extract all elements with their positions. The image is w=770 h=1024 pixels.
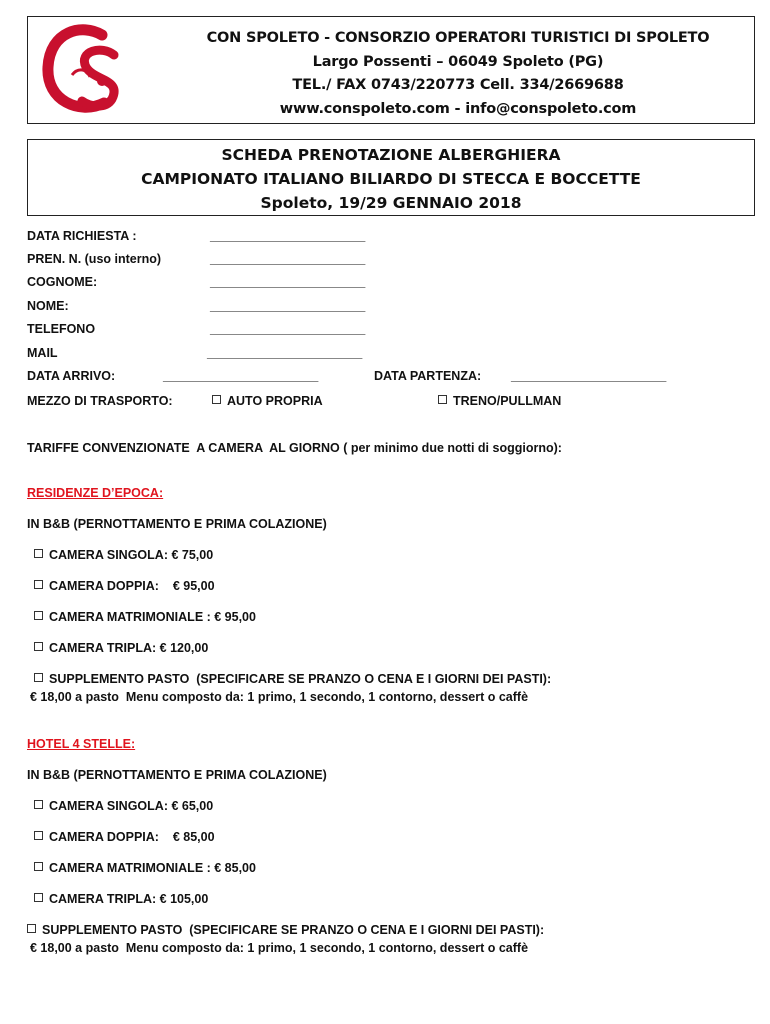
residenze-supplemento-label: SUPPLEMENTO PASTO (SPECIFICARE SE PRANZO O CENA E I GIORNI DEI PASTI): (49, 672, 552, 686)
hotel-menu: € 18,00 a pasto Menu composto da: 1 primo, 1 secondo, 1 contorno, dessert o caffè (30, 941, 529, 955)
hotel-doppia[interactable] (34, 830, 215, 844)
form-title-box (27, 139, 755, 216)
header-line-4: www.conspoleto.com - info@conspoleto.com (279, 100, 637, 117)
residenze-tripla-label: CAMERA TRIPLA: € 120,00 (49, 641, 209, 655)
hotel-matrimoniale[interactable] (34, 861, 256, 875)
header-line-2: Largo Possenti – 06049 Spoleto (PG) (312, 53, 604, 70)
checkbox-icon[interactable] (34, 549, 43, 558)
nome-label: NOME: (27, 299, 69, 313)
checkbox-icon[interactable] (34, 893, 43, 902)
residenze-heading: RESIDENZE D’EPOCA: (27, 486, 164, 500)
checkbox-icon[interactable] (34, 831, 43, 840)
pren-n-field[interactable]: ________________________ (210, 252, 365, 266)
auto-option[interactable] (212, 394, 323, 408)
nome-field[interactable]: ________________________ (210, 299, 365, 313)
data-arrivo-field[interactable]: ________________________ (163, 369, 318, 383)
residenze-tripla[interactable] (34, 641, 208, 655)
residenze-doppia-label: CAMERA DOPPIA: € 95,00 (49, 579, 215, 593)
letterhead (27, 16, 755, 124)
tariffe-intro: TARIFFE CONVENZIONATE A CAMERA AL GIORNO ( per minimo due notti di soggiorno): (27, 441, 562, 455)
residenze-matrimoniale[interactable] (34, 610, 256, 624)
residenze-singola[interactable] (34, 548, 213, 562)
data-richiesta-label: DATA RICHIESTA : (27, 229, 137, 243)
hotel-bb: IN B&B (PERNOTTAMENTO E PRIMA COLAZIONE) (27, 768, 327, 782)
data-richiesta-field[interactable]: ________________________ (210, 229, 365, 243)
residenze-doppia[interactable] (34, 579, 215, 593)
residenze-bb: IN B&B (PERNOTTAMENTO E PRIMA COLAZIONE) (27, 517, 327, 531)
header-line-1: CON SPOLETO - CONSORZIO OPERATORI TURISTICI DI SPOLETO (206, 30, 710, 46)
cognome-label: COGNOME: (27, 275, 98, 289)
checkbox-icon[interactable] (34, 862, 43, 871)
mezzo-label: MEZZO DI TRASPORTO: (27, 394, 173, 408)
hotel-singola[interactable] (34, 799, 213, 813)
form-dates: Spoleto, 19/29 GENNAIO 2018 (260, 194, 522, 212)
letterhead-text (158, 27, 758, 121)
hotel-doppia-label: CAMERA DOPPIA: € 85,00 (49, 830, 215, 844)
data-partenza-label: DATA PARTENZA: (374, 369, 482, 383)
checkbox-icon[interactable] (212, 395, 221, 404)
checkbox-icon[interactable] (34, 642, 43, 651)
cognome-field[interactable]: ________________________ (210, 275, 365, 289)
treno-option[interactable] (438, 394, 561, 408)
form-subtitle: CAMPIONATO ITALIANO BILIARDO DI STECCA E BOCCETTE (141, 170, 641, 188)
hotel-supplemento[interactable] (27, 923, 544, 937)
form-title: SCHEDA PRENOTAZIONE ALBERGHIERA (221, 146, 561, 164)
residenze-menu: € 18,00 a pasto Menu composto da: 1 primo, 1 secondo, 1 contorno, dessert o caffè (30, 690, 529, 704)
hotel-heading: HOTEL 4 STELLE: (27, 737, 136, 751)
residenze-singola-label: CAMERA SINGOLA: € 75,00 (49, 548, 214, 562)
hotel-tripla-label: CAMERA TRIPLA: € 105,00 (49, 892, 209, 906)
telefono-field[interactable]: ________________________ (210, 322, 365, 336)
checkbox-icon[interactable] (34, 580, 43, 589)
residenze-matrimoniale-label: CAMERA MATRIMONIALE : € 95,00 (49, 610, 256, 624)
telefono-label: TELEFONO (27, 322, 96, 336)
hotel-tripla[interactable] (34, 892, 208, 906)
checkbox-icon[interactable] (34, 800, 43, 809)
pren-n-label: PREN. N. (uso interno) (27, 252, 162, 266)
checkbox-icon[interactable] (34, 611, 43, 620)
data-partenza-field[interactable]: ________________________ (511, 369, 666, 383)
checkbox-icon[interactable] (438, 395, 447, 404)
data-arrivo-label: DATA ARRIVO: (27, 369, 116, 383)
mail-label: MAIL (27, 346, 58, 360)
checkbox-icon[interactable] (27, 924, 36, 933)
treno-label: TRENO/PULLMAN (453, 394, 562, 408)
hotel-matrimoniale-label: CAMERA MATRIMONIALE : € 85,00 (49, 861, 256, 875)
hotel-supplemento-label: SUPPLEMENTO PASTO (SPECIFICARE SE PRANZO O CENA E I GIORNI DEI PASTI): (42, 923, 545, 937)
header-line-3: TEL./ FAX 0743/220773 Cell. 334/2669688 (292, 77, 624, 93)
hotel-singola-label: CAMERA SINGOLA: € 65,00 (49, 799, 214, 813)
auto-label: AUTO PROPRIA (227, 394, 323, 408)
residenze-supplemento[interactable] (34, 672, 551, 686)
mail-field[interactable]: ________________________ (207, 346, 362, 360)
checkbox-icon[interactable] (34, 673, 43, 682)
conspoleto-logo (42, 23, 130, 117)
